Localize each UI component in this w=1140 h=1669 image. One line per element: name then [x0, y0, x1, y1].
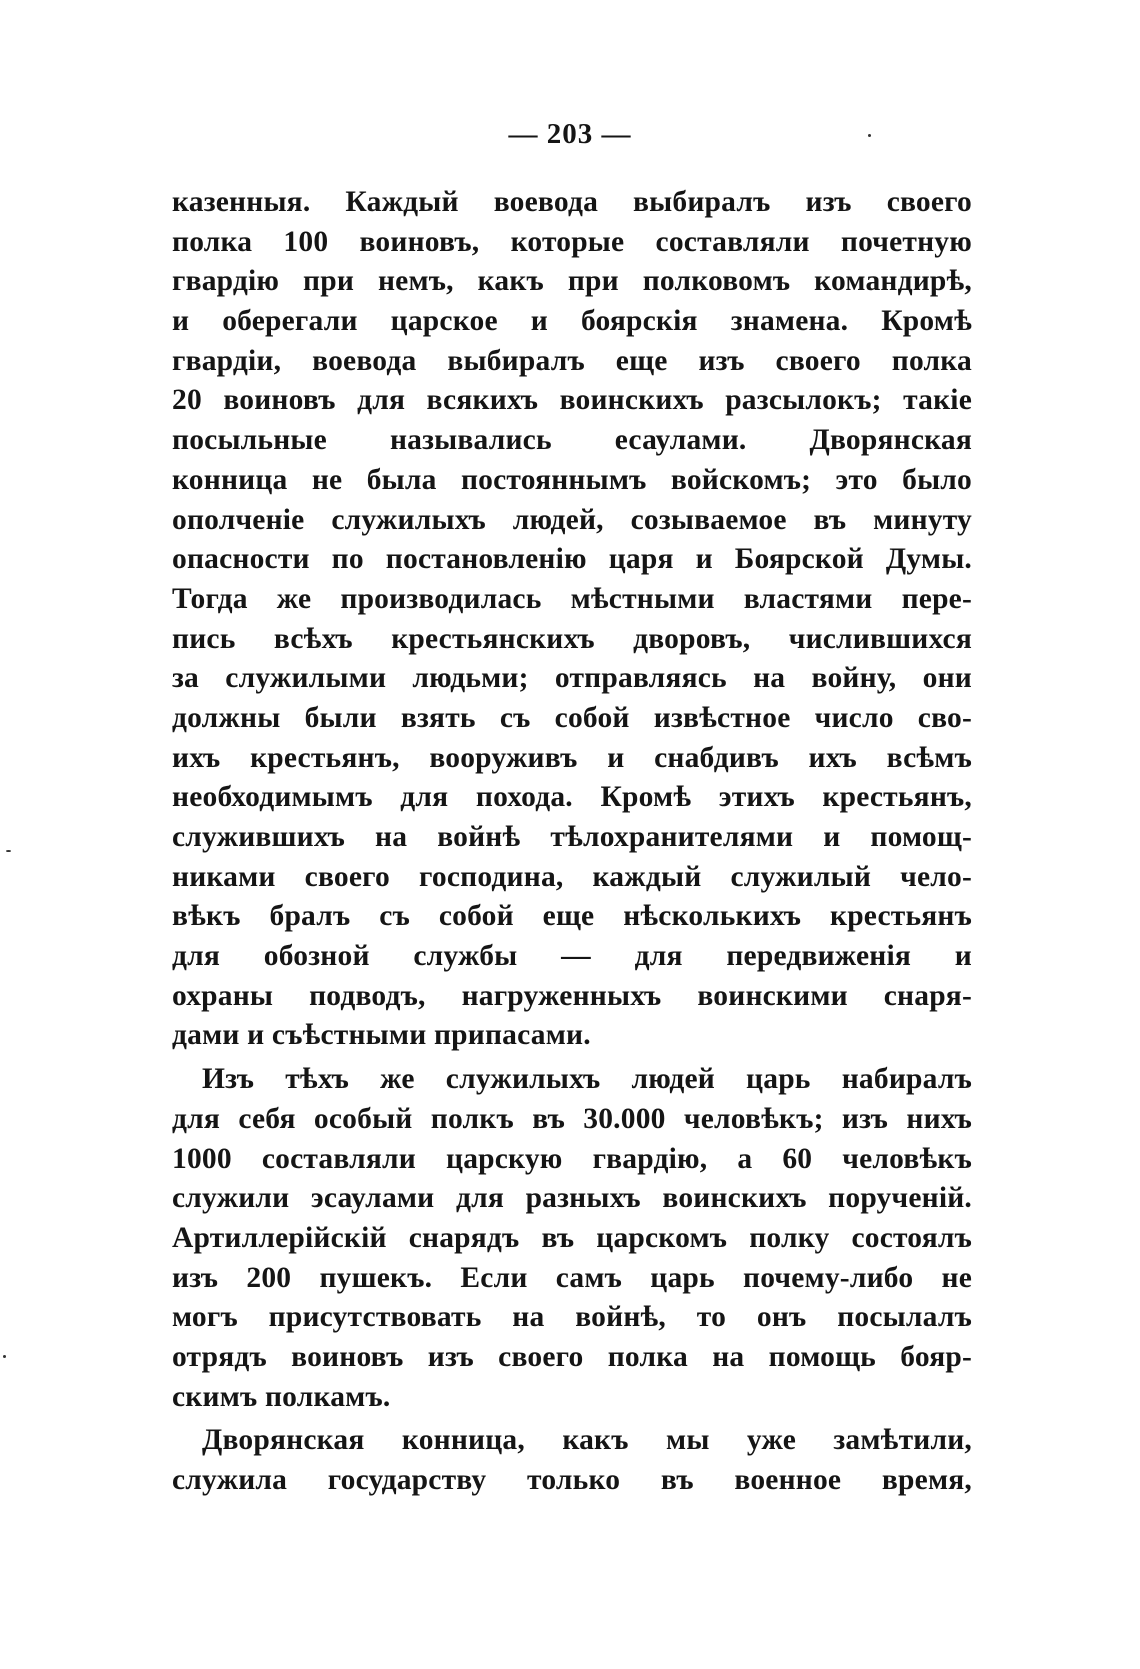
text-line: скимъ полкамъ.	[172, 1380, 391, 1413]
paragraph-2	[172, 1060, 972, 1417]
text-line: посыльные назывались есаулами. Дворянская	[172, 424, 972, 457]
text-line: для обозной службы — для передвиженія и	[172, 940, 972, 973]
paragraph-3	[172, 1421, 972, 1500]
text-line: опасности по постановленію царя и Боярской Думы.	[172, 543, 972, 576]
text-line: и оберегали царское и боярскія знамена. Кромѣ	[172, 305, 972, 338]
text-line: 1000 составляли царскую гвардію, а 60 человѣкъ	[172, 1142, 972, 1175]
text-line: гвардію при немъ, какъ при полковомъ командирѣ,	[172, 265, 972, 298]
text-line: полка 100 воиновъ, которые составляли почетную	[172, 225, 972, 258]
scan-speck	[868, 134, 871, 137]
text-line: служившихъ на войнѣ тѣлохранителями и помощ-	[172, 821, 972, 853]
text-line: пись всѣхъ крестьянскихъ дворовъ, числившихся	[172, 622, 972, 655]
paragraph-1	[172, 183, 972, 1056]
page-number: — 203 —	[508, 118, 632, 150]
text-line: казенныя. Каждый воевода выбиралъ изъ своего	[172, 186, 972, 218]
text-line: должны были взять съ собой извѣстное число сво-	[172, 701, 972, 734]
text-line: служила государству только въ военное время,	[172, 1464, 972, 1496]
text-line: ихъ крестьянъ, вооруживъ и снабдивъ ихъ всѣмъ	[172, 741, 972, 774]
text-line: никами своего господина, каждый служилый чело-	[172, 860, 972, 893]
text-line: дами и съѣстными припасами.	[172, 1019, 591, 1052]
text-line: за служилыми людьми; отправляясь на войну, они	[172, 662, 972, 695]
scan-speck	[6, 850, 11, 852]
text-line: Изъ тѣхъ же служилыхъ людей царь набиралъ	[202, 1063, 972, 1096]
text-line: ополченіе служилыхъ людей, созываемое въ минуту	[172, 503, 972, 536]
text-line: охраны подводъ, нагруженныхъ воинскими снаря-	[172, 979, 972, 1012]
text-line: могъ присутствовать на войнѣ, то онъ посылалъ	[172, 1301, 972, 1334]
text-line: Тогда же производилась мѣстными властями пере-	[172, 582, 972, 615]
text-line: Артиллерійскій снарядъ въ царскомъ полку состоялъ	[172, 1221, 972, 1254]
text-line: 20 воиновъ для всякихъ воинскихъ разсылокъ; такіе	[172, 384, 972, 417]
text-line: отрядъ воиновъ изъ своего полка на помощь бояр-	[172, 1340, 972, 1373]
text-line: вѣкъ бралъ съ собой еще нѣсколькихъ крестьянъ	[172, 900, 972, 933]
text-line: необходимымъ для похода. Кромѣ этихъ крестьянъ,	[172, 781, 972, 814]
text-line: конница не была постояннымъ войскомъ; это было	[172, 463, 972, 496]
page-body	[172, 183, 972, 1501]
text-line: изъ 200 пушекъ. Если самъ царь почему-либо не	[172, 1261, 972, 1294]
scan-speck	[3, 1355, 6, 1358]
text-line: служили эсаулами для разныхъ воинскихъ порученій.	[172, 1182, 972, 1215]
text-line: Дворянская конница, какъ мы уже замѣтили,	[202, 1424, 972, 1457]
text-line: для себя особый полкъ въ 30.000 человѣкъ; изъ нихъ	[172, 1102, 972, 1135]
text-line: гвардіи, воевода выбиралъ еще изъ своего полка	[172, 344, 972, 377]
